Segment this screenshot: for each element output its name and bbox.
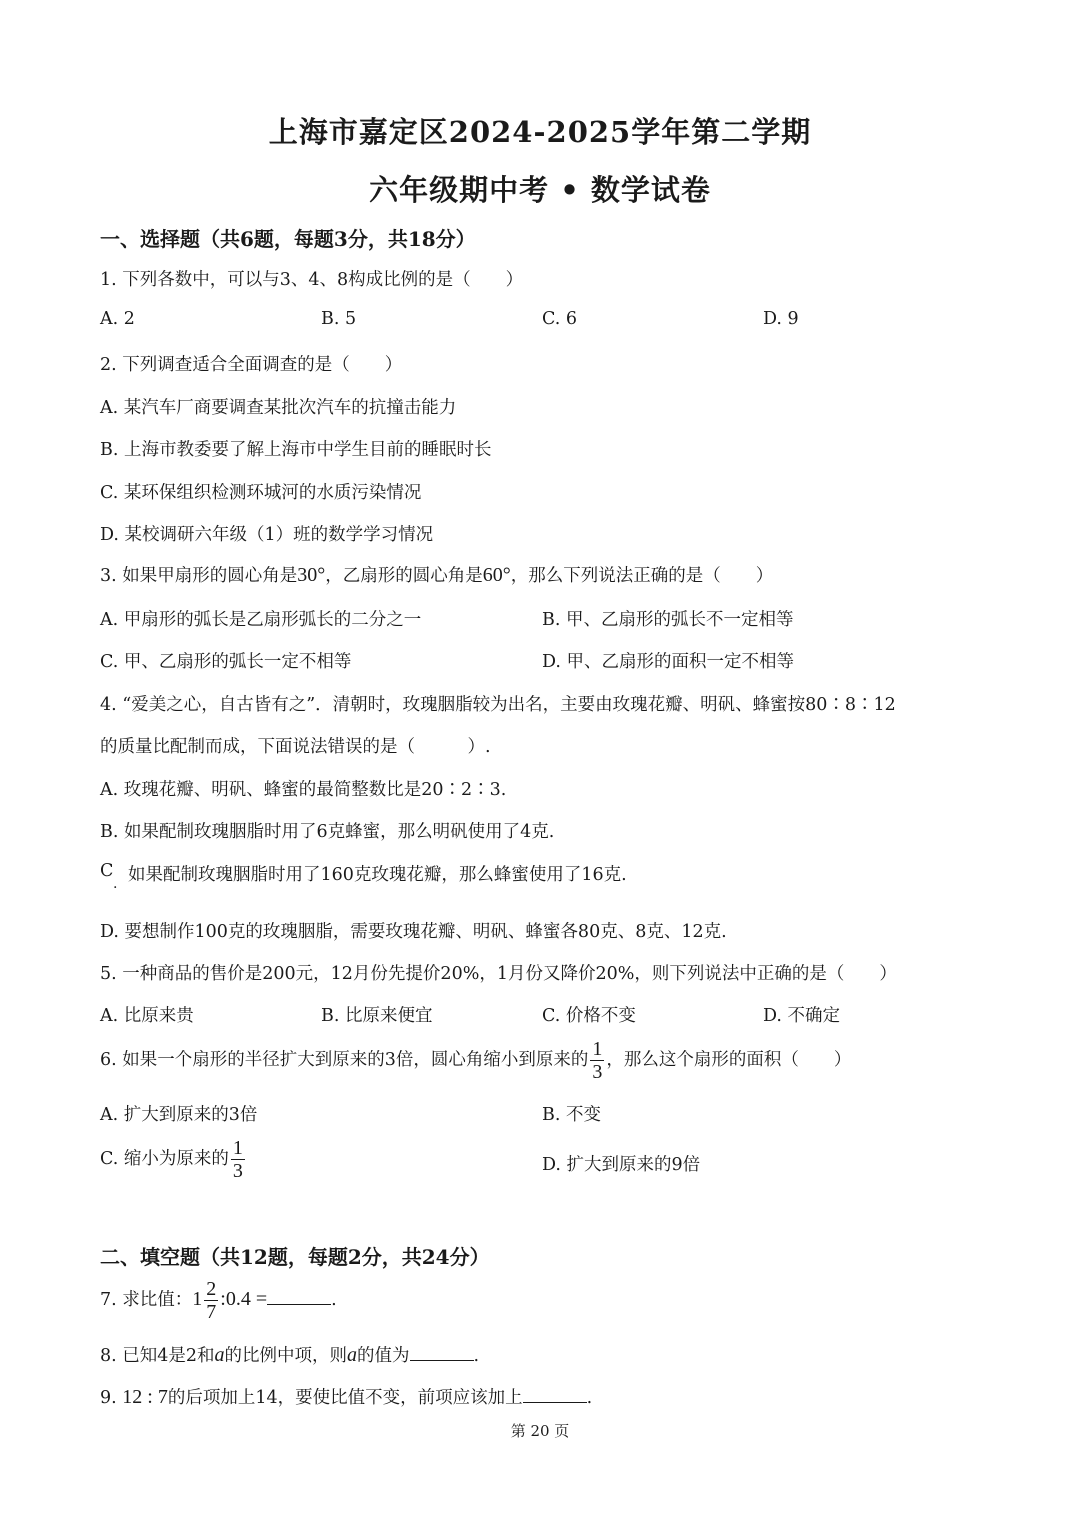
q6-option-c-fraction <box>231 1137 245 1182</box>
q6-option-c-denominator: 3 <box>232 1160 243 1182</box>
q7-prefix: 7. 求比值： <box>100 1290 193 1310</box>
q4-stem-line2: 的质量比配制而成，下面说法错误的是（ ）. <box>100 737 491 757</box>
q7-whole: 1 <box>192 1288 203 1310</box>
q1-option-c: C. 6 <box>542 309 578 329</box>
q7-answer-blank[interactable] <box>267 1286 331 1305</box>
q2-option-a: A. 某汽车厂商要调查某批次汽车的抗撞击能力 <box>100 398 457 418</box>
exam-title-line2: 六年级期中考 • 数学试卷 <box>369 173 711 207</box>
q6-option-c-numerator: 1 <box>232 1137 243 1159</box>
q1-stem: 1. 下列各数中，可以与3、4、8构成比例的是（ ） <box>100 270 524 290</box>
q7-end: . <box>331 1290 337 1310</box>
q5-option-d: D. 不确定 <box>763 1006 841 1026</box>
q3-option-c: C. 甲、乙扇形的弧长一定不相等 <box>100 652 352 672</box>
q4-option-d: D. 要想制作100克的玫瑰胭脂，需要玫瑰花瓣、明矾、蜂蜜各80克、8克、12克. <box>100 922 727 942</box>
q6-stem-post: ，那么这个扇形的面积（ ） <box>606 1050 852 1070</box>
q8-answer-blank[interactable] <box>410 1342 474 1361</box>
q8-mid: 的比例中项，则 <box>224 1346 348 1366</box>
q4-option-c-label: C <box>100 861 114 881</box>
q8-var-a: a <box>214 1344 225 1366</box>
q3-stem-mid: ，乙扇形的圆心角是 <box>325 566 483 586</box>
q1-option-b: B. 5 <box>321 309 357 329</box>
q2-stem: 2. 下列调查适合全面调查的是（ ） <box>100 355 403 375</box>
q8-var-a-2: a <box>347 1344 358 1366</box>
q3-stem <box>100 562 773 587</box>
q5-option-a: A. 比原来贵 <box>100 1006 194 1026</box>
q6-fraction-denominator: 3 <box>592 1061 603 1083</box>
section1-heading: 一、选择题（共6题，每题3分，共18分） <box>100 227 476 251</box>
q9-ratio: 12 : 7 <box>122 1386 168 1408</box>
q3-stem-pre: 3. 如果甲扇形的圆心角是 <box>100 566 298 586</box>
q8-post: 的值为 <box>357 1346 410 1366</box>
q6-option-c <box>100 1137 247 1182</box>
q8-prefix: 8. 已知4是2和 <box>100 1346 215 1366</box>
q6-stem-pre: 6. 如果一个扇形的半径扩大到原来的3倍，圆心角缩小到原来的 <box>100 1050 589 1070</box>
q9-prefix: 9. <box>100 1388 123 1408</box>
q6-option-b: B. 不变 <box>542 1105 601 1125</box>
section2-heading: 二、填空题（共12题，每题2分，共24分） <box>100 1245 490 1269</box>
q9-line <box>100 1384 592 1409</box>
q4-option-b: B. 如果配制玫瑰胭脂时用了6克蜂蜜，那么明矾使用了4克. <box>100 822 555 842</box>
q8-end: . <box>473 1346 480 1366</box>
q2-option-d: D. 某校调研六年级（1）班的数学学习情况 <box>100 525 434 545</box>
q6-stem <box>100 1038 851 1083</box>
q4-option-a: A. 玫瑰花瓣、明矾、蜂蜜的最简整数比是20∶2∶3. <box>100 780 507 800</box>
q4-option-c-dot: . <box>113 876 118 892</box>
q3-angle2: 60° <box>482 564 511 586</box>
exam-title-line1: 上海市嘉定区2024-2025学年第二学期 <box>268 115 812 149</box>
q7-denominator: 7 <box>206 1301 217 1323</box>
q2-option-c: C. 某环保组织检测环城河的水质污染情况 <box>100 483 422 503</box>
q6-option-c-text: C. 缩小为原来的 <box>100 1149 229 1169</box>
q9-answer-blank[interactable] <box>523 1384 587 1403</box>
q1-option-a: A. 2 <box>100 309 135 329</box>
q5-option-c: C. 价格不变 <box>542 1006 636 1026</box>
q3-option-b: B. 甲、乙扇形的弧长不一定相等 <box>542 610 794 630</box>
q7-ratio-rest: :0.4 = <box>220 1288 268 1310</box>
q3-option-a: A. 甲扇形的弧长是乙扇形弧长的二分之一 <box>100 610 422 630</box>
q6-option-a: A. 扩大到原来的3倍 <box>100 1105 258 1125</box>
q6-fraction <box>590 1038 604 1083</box>
q8-line <box>100 1342 479 1367</box>
q5-stem: 5. 一种商品的售价是200元，12月份先提价20%，1月份又降价20%，则下列说法中正确的是（ ） <box>100 964 897 984</box>
q2-option-b: B. 上海市教委要了解上海市中学生目前的睡眠时长 <box>100 440 492 460</box>
q6-option-d: D. 扩大到原来的9倍 <box>542 1155 701 1175</box>
q7-line <box>100 1278 337 1323</box>
q3-angle1: 30° <box>297 564 326 586</box>
q9-end: . <box>586 1388 593 1408</box>
q5-option-b: B. 比原来便宜 <box>321 1006 433 1026</box>
q4-option-c-text: 如果配制玫瑰胭脂时用了160克玫瑰花瓣，那么蜂蜜使用了16克. <box>128 865 627 885</box>
page-number: 第 20 页 <box>510 1422 570 1440</box>
q9-post: 的后项加上14，要使比值不变，前项应该加上 <box>167 1388 523 1408</box>
q1-option-d: D. 9 <box>763 309 799 329</box>
q3-stem-post: ，那么下列说法正确的是（ ） <box>510 566 774 586</box>
q7-fraction <box>204 1278 218 1323</box>
q7-numerator: 2 <box>206 1278 217 1300</box>
q4-stem-line1: 4. “爱美之心，自古皆有之”．清朝时，玫瑰胭脂较为出名，主要由玫瑰花瓣、明矾、蜂蜜按80∶8∶12 <box>100 695 896 715</box>
q3-option-d: D. 甲、乙扇形的面积一定不相等 <box>542 652 795 672</box>
q6-fraction-numerator: 1 <box>592 1038 603 1060</box>
